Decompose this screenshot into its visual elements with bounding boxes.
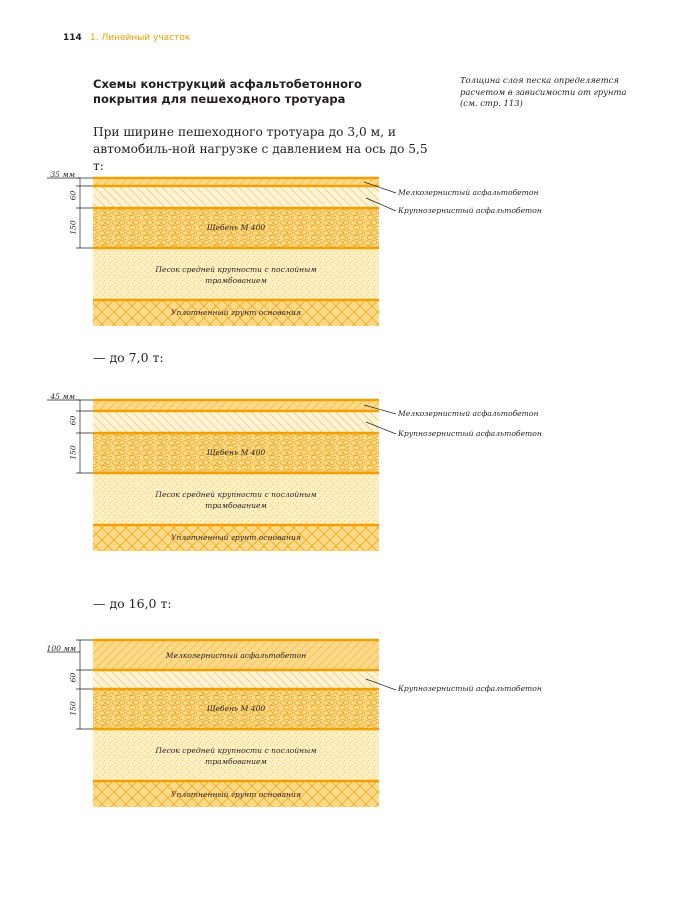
page-title: Схемы конструкций асфальтобетонного покрытия для пешеходного тротуара bbox=[93, 77, 362, 106]
diagram-caption: — до 7,0 т: bbox=[93, 350, 164, 365]
label-sand-line1: Песок средней крупности с послойным bbox=[155, 746, 317, 755]
chapter-title: 1. Линейный участок bbox=[90, 33, 191, 43]
layer-sand bbox=[93, 729, 379, 781]
diagram-2 bbox=[47, 400, 396, 551]
dim-top-label: 35 мм bbox=[50, 170, 75, 179]
label-sand-line2: трамбованием bbox=[205, 276, 267, 285]
label-coarse-asphalt: Крупнозернистый асфальтобетон bbox=[398, 206, 542, 215]
label-fine-asphalt: Мелкозернистый асфальтобетон bbox=[165, 651, 307, 660]
diagram-caption: — до 16,0 т: bbox=[93, 596, 172, 611]
dim-mid-label: 60 bbox=[68, 415, 78, 426]
dim-bot-label: 150 bbox=[68, 445, 78, 460]
dim-mid-label: 60 bbox=[68, 190, 78, 201]
label-soil: Уплотненный грунт основания bbox=[171, 790, 301, 799]
label-gravel: Щебень М 400 bbox=[206, 704, 266, 713]
diagram-3 bbox=[47, 640, 396, 807]
label-sand-line1: Песок средней крупности с послойным bbox=[155, 490, 317, 499]
side-note: Толщина слоя песка определяется расчетом в зависимости от грунта (см. стр. 113) bbox=[460, 75, 627, 108]
label-coarse-asphalt: Крупнозернистый асфальтобетон bbox=[398, 429, 542, 438]
label-gravel: Щебень М 400 bbox=[206, 223, 266, 232]
label-sand-line2: трамбованием bbox=[205, 501, 267, 510]
label-coarse-asphalt: Крупнозернистый асфальтобетон bbox=[398, 684, 542, 693]
dim-top-label: 100 мм bbox=[46, 644, 76, 653]
layer-fine-asphalt bbox=[93, 400, 379, 411]
label-fine-asphalt: Мелкозернистый асфальтобетон bbox=[398, 409, 539, 418]
label-soil: Уплотненный грунт основания bbox=[171, 308, 301, 317]
label-sand-line2: трамбованием bbox=[205, 757, 267, 766]
diagram-1 bbox=[47, 178, 396, 326]
label-soil: Уплотненный грунт основания bbox=[171, 533, 301, 542]
page-number: 114 bbox=[63, 33, 82, 43]
dim-bot-label: 150 bbox=[68, 220, 78, 235]
layer-coarse-asphalt bbox=[93, 411, 379, 433]
layer-sand bbox=[93, 473, 379, 525]
dim-mid-label: 60 bbox=[68, 672, 78, 683]
intro-text: При ширине пешеходного тротуара до 3,0 м, и автомобиль-ной нагрузке с давлением на ось до 5,5 т: bbox=[93, 125, 428, 173]
dim-bot-label: 150 bbox=[68, 701, 78, 716]
layer-sand bbox=[93, 248, 379, 300]
label-sand-line1: Песок средней крупности с послойным bbox=[155, 265, 317, 274]
dim-top-label: 45 мм bbox=[50, 392, 75, 401]
layer-coarse-asphalt bbox=[93, 670, 379, 689]
label-fine-asphalt: Мелкозернистый асфальтобетон bbox=[398, 188, 539, 197]
label-gravel: Щебень М 400 bbox=[206, 448, 266, 457]
layer-coarse-asphalt bbox=[93, 186, 379, 208]
